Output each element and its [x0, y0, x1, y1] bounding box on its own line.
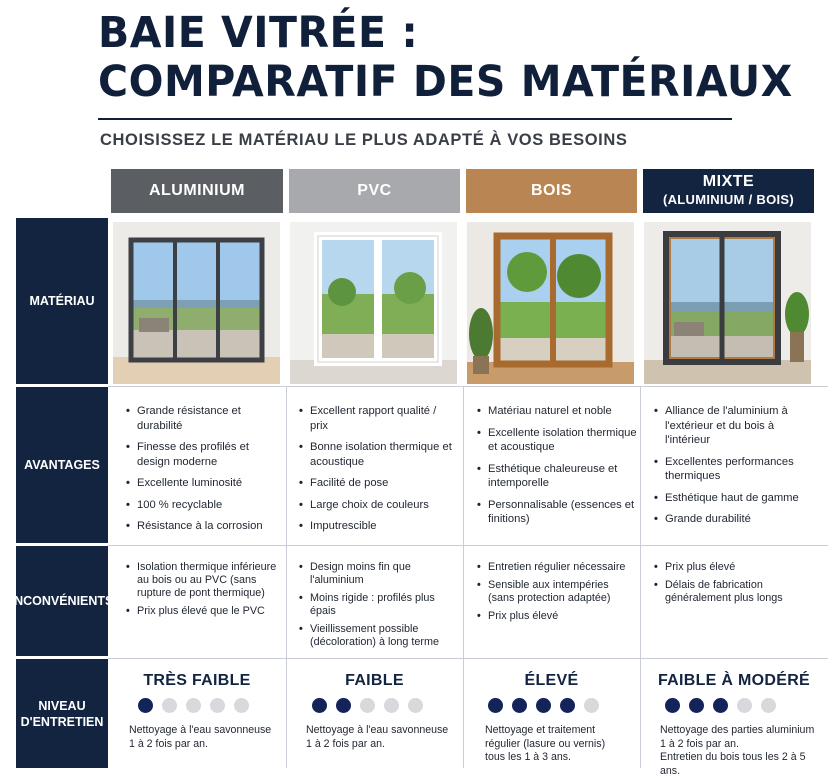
level-dot-empty — [384, 698, 399, 713]
list-item: • Entretien régulier nécessaire — [477, 561, 637, 574]
inconvenients-mixte — [654, 561, 814, 610]
column-header-label: ALUMINIUM — [148, 182, 246, 199]
column-divider — [286, 386, 287, 768]
column-header-label: PVC — [357, 182, 392, 199]
level-dot-empty — [761, 698, 776, 713]
list-item: • Esthétique chaleureuse et intemporelle — [477, 462, 637, 491]
list-item: • Finesse des profilés et design moderne — [126, 440, 276, 469]
level-indicator-bois — [488, 698, 599, 713]
row-divider — [108, 386, 828, 387]
level-dot-empty — [737, 698, 752, 713]
note-line: Nettoyage des parties aluminium — [660, 724, 815, 736]
niveau-label-bois: ÉLEVÉ — [524, 672, 579, 689]
level-dot-empty — [360, 698, 375, 713]
level-dot-filled — [512, 698, 527, 713]
niveau-label-pvc: FAIBLE — [345, 672, 404, 689]
list-item: • 100 % recyclable — [126, 498, 276, 513]
title-line-2: COMPARATIF DES MATÉRIAUX — [98, 56, 793, 107]
list-item: • Prix plus élevé que le PVC — [126, 605, 278, 618]
note-line: Nettoyage à l'eau savonneuse — [306, 724, 449, 736]
level-dot-empty — [162, 698, 177, 713]
entretien-note-bois — [485, 724, 640, 765]
mixed-window-photo — [644, 222, 811, 384]
row-label-text: INCONVÉNIENTS — [10, 594, 114, 608]
list-item: • Isolation thermique inférieure au bois ou au PVC (sans rupture de pont thermique) — [126, 561, 278, 600]
list-item: • Vieillissement possible (décoloration) à long terme — [299, 623, 454, 649]
level-dot-filled — [138, 698, 153, 713]
column-header-bois — [466, 169, 637, 213]
avantages-pvc — [299, 404, 454, 541]
level-indicator-pvc — [312, 698, 423, 713]
note-line: 1 à 2 fois par an. — [660, 737, 739, 750]
avantages-aluminium — [126, 404, 276, 541]
column-header-label: BOIS — [530, 182, 573, 199]
title-divider — [98, 118, 732, 120]
title-line-1: BAIE VITRÉE : — [98, 6, 419, 58]
list-item: • Grande résistance et durabilité — [126, 404, 276, 433]
level-dot-filled — [560, 698, 575, 713]
level-dot-filled — [713, 698, 728, 713]
row-label-text: AVANTAGES — [24, 458, 100, 472]
row-label-niveau-entretien — [16, 659, 108, 768]
list-item: • Grande durabilité — [654, 512, 814, 527]
level-dot-filled — [536, 698, 551, 713]
row-label-avantages — [16, 387, 108, 543]
list-item: • Prix plus élevé — [654, 561, 814, 574]
level-dot-filled — [689, 698, 704, 713]
list-item: • Bonne isolation thermique et acoustique — [299, 440, 454, 469]
column-divider — [463, 386, 464, 768]
list-item: • Excellent rapport qualité / prix — [299, 404, 454, 433]
level-indicator-mixte — [665, 698, 776, 713]
niveau-label-aluminium: TRÈS FAIBLE — [143, 672, 251, 689]
list-item: • Imputrescible — [299, 519, 454, 534]
list-item: • Prix plus élevé — [477, 610, 637, 623]
list-item: • Résistance à la corrosion — [126, 519, 276, 534]
column-header-pvc — [289, 169, 460, 213]
level-dot-filled — [665, 698, 680, 713]
level-indicator-aluminium — [138, 698, 249, 713]
column-divider — [640, 386, 641, 768]
level-dot-empty — [186, 698, 201, 713]
wood-window-photo — [467, 222, 634, 384]
note-line: 1 à 2 fois par an. — [306, 737, 385, 750]
page-title — [98, 8, 793, 107]
inconvenients-aluminium — [126, 561, 278, 623]
column-header-aluminium — [111, 169, 283, 213]
note-line: tous les 1 à 3 ans. — [485, 751, 571, 763]
inconvenients-bois — [477, 561, 637, 628]
avantages-bois — [477, 404, 637, 534]
note-line: Nettoyage à l'eau savonneuse — [129, 724, 272, 736]
list-item: • Excellente luminosité — [126, 476, 276, 491]
level-dot-filled — [312, 698, 327, 713]
row-label-text: NIVEAU — [38, 698, 86, 713]
entretien-note-aluminium — [129, 724, 284, 751]
level-dot-empty — [210, 698, 225, 713]
column-header-mixte — [643, 169, 814, 213]
entretien-note-mixte — [660, 724, 828, 778]
subtitle: CHOISISSEZ LE MATÉRIAU LE PLUS ADAPTÉ À VOS BESOINS — [100, 131, 628, 149]
level-dot-empty — [408, 698, 423, 713]
aluminium-window-photo — [113, 222, 280, 384]
niveau-label-mixte: FAIBLE À MODÉRÉ — [657, 672, 811, 689]
list-item: • Matériau naturel et noble — [477, 404, 637, 419]
list-item: • Design moins fin que l'aluminium — [299, 561, 454, 587]
inconvenients-pvc — [299, 561, 454, 654]
level-dot-filled — [488, 698, 503, 713]
list-item: • Moins rigide : profilés plus épais — [299, 592, 454, 618]
level-dot-empty — [584, 698, 599, 713]
list-item: • Sensible aux intempéries (sans protection adaptée) — [477, 579, 637, 605]
note-line: régulier (lasure ou vernis) — [485, 737, 606, 750]
row-label-inconvenients — [10, 546, 114, 656]
note-line: 1 à 2 fois par an. — [129, 737, 208, 750]
list-item: • Personnalisable (essences et finitions) — [477, 498, 637, 527]
note-line: Entretien du bois tous les 2 à 5 ans. — [660, 751, 806, 777]
column-header-sublabel: (ALUMINIUM / BOIS) — [662, 192, 795, 207]
level-dot-filled — [336, 698, 351, 713]
list-item: • Esthétique haut de gamme — [654, 491, 814, 506]
note-line: Nettoyage et traitement — [485, 724, 596, 736]
row-label-text: MATÉRIAU — [29, 294, 95, 308]
list-item: • Large choix de couleurs — [299, 498, 454, 513]
comparison-table — [10, 218, 828, 777]
list-item: • Délais de fabrication généralement plus longs — [654, 579, 814, 605]
row-divider — [108, 545, 828, 546]
list-item: • Alliance de l'aluminium à l'extérieur et du bois à l'intérieur — [654, 404, 814, 448]
avantages-mixte — [654, 404, 814, 534]
level-dot-empty — [234, 698, 249, 713]
list-item: • Facilité de pose — [299, 476, 454, 491]
row-divider — [108, 658, 828, 659]
pvc-window-photo — [290, 222, 457, 384]
list-item: • Excellente isolation thermique et acoustique — [477, 426, 637, 455]
column-header-label: MIXTE — [702, 173, 755, 190]
list-item: • Excellentes performances thermiques — [654, 455, 814, 484]
row-label-text: D'ENTRETIEN — [20, 714, 104, 729]
entretien-note-pvc — [306, 724, 461, 751]
row-label-materiau — [16, 218, 108, 384]
